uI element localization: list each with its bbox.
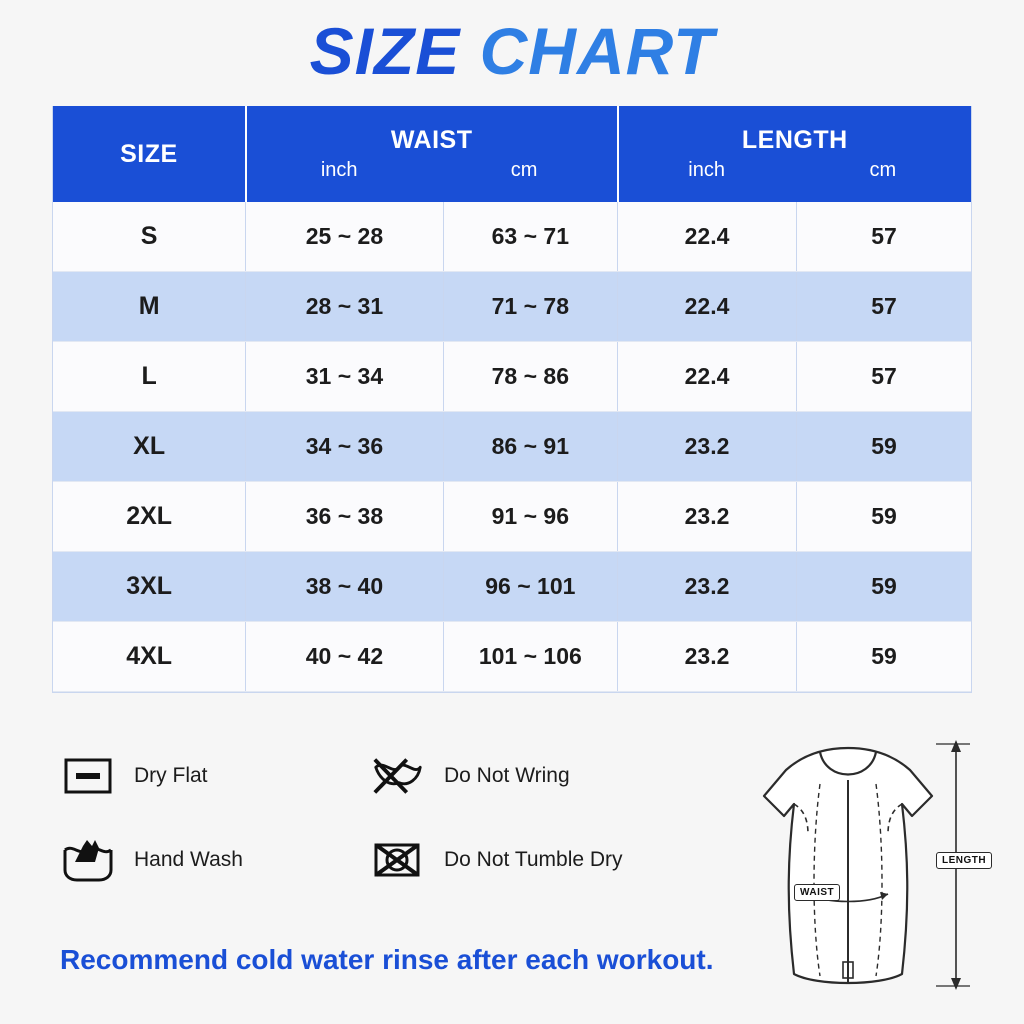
cell-length-inch: 23.2 [618,552,797,622]
care-label-dry-flat: Dry Flat [134,764,208,787]
footnote: Recommend cold water rinse after each workout. [60,944,714,975]
header-waist [246,106,618,202]
care-row-2 [60,832,680,888]
title-part-1: SIZE [309,14,461,88]
header-length [618,106,971,202]
table-row [53,412,971,482]
table-row [53,482,971,552]
table-header-row [53,106,971,202]
size-table-wrapper [52,106,972,693]
cell-waist-cm: 71 ~ 78 [443,272,617,342]
cell-length-inch: 23.2 [618,622,797,692]
cell-length-inch: 23.2 [618,482,797,552]
cell-waist-inch: 40 ~ 42 [246,622,443,692]
cell-waist-cm: 78 ~ 86 [443,342,617,412]
cell-length-cm: 59 [797,622,971,692]
cell-size: S [53,202,246,272]
cell-length-inch: 23.2 [618,412,797,482]
length-measure-tag: LENGTH [936,852,992,869]
cell-length-inch: 22.4 [618,342,797,412]
care-item-do-not-tumble-dry [370,832,680,888]
cell-waist-inch: 28 ~ 31 [246,272,443,342]
header-length-cm: cm [869,159,897,181]
table-row [53,272,971,342]
do-not-tumble-dry-icon [370,832,426,888]
cell-length-inch: 22.4 [618,202,797,272]
cell-waist-cm: 101 ~ 106 [443,622,617,692]
cell-waist-inch: 34 ~ 36 [246,412,443,482]
header-waist-label: WAIST [390,126,473,154]
cell-waist-inch: 38 ~ 40 [246,552,443,622]
cell-length-inch: 22.4 [618,272,797,342]
care-item-dry-flat [60,748,370,804]
table-row [53,622,971,692]
cell-waist-cm: 63 ~ 71 [443,202,617,272]
cell-length-cm: 57 [797,202,971,272]
header-size: SIZE [53,106,246,202]
waist-measure-tag: WAIST [794,884,840,901]
cell-size: M [53,272,246,342]
garment-diagram [708,724,988,1014]
cell-size: XL [53,412,246,482]
cell-waist-inch: 31 ~ 34 [246,342,443,412]
cell-length-cm: 57 [797,342,971,412]
care-item-hand-wash [60,832,370,888]
table-row [53,342,971,412]
care-row-1 [60,748,680,804]
care-label-hand-wash: Hand Wash [134,848,243,871]
table-head [53,106,971,202]
header-length-inch: inch [688,159,725,181]
cell-length-cm: 59 [797,412,971,482]
hand-wash-icon [60,832,116,888]
dry-flat-icon [60,748,116,804]
size-table [53,106,971,692]
title-part-2: CHART [479,14,715,88]
garment-illustration [708,724,988,1014]
cell-size: 4XL [53,622,246,692]
care-label-do-not-wring: Do Not Wring [444,764,570,787]
cell-waist-cm: 91 ~ 96 [443,482,617,552]
header-waist-cm: cm [510,159,538,181]
header-length-label: LENGTH [741,126,848,154]
care-instructions [60,748,680,916]
header-waist-inch: inch [320,159,358,181]
cell-length-cm: 57 [797,272,971,342]
do-not-wring-icon [370,748,426,804]
cell-length-cm: 59 [797,552,971,622]
page-title [0,0,1024,88]
cell-waist-inch: 36 ~ 38 [246,482,443,552]
cell-waist-inch: 25 ~ 28 [246,202,443,272]
table-body [53,202,971,692]
care-item-do-not-wring [370,748,680,804]
table-row [53,552,971,622]
care-label-do-not-tumble-dry: Do Not Tumble Dry [444,848,623,871]
table-row [53,202,971,272]
cell-size: L [53,342,246,412]
cell-length-cm: 59 [797,482,971,552]
cell-size: 2XL [53,482,246,552]
cell-size: 3XL [53,552,246,622]
cell-waist-cm: 96 ~ 101 [443,552,617,622]
cell-waist-cm: 86 ~ 91 [443,412,617,482]
